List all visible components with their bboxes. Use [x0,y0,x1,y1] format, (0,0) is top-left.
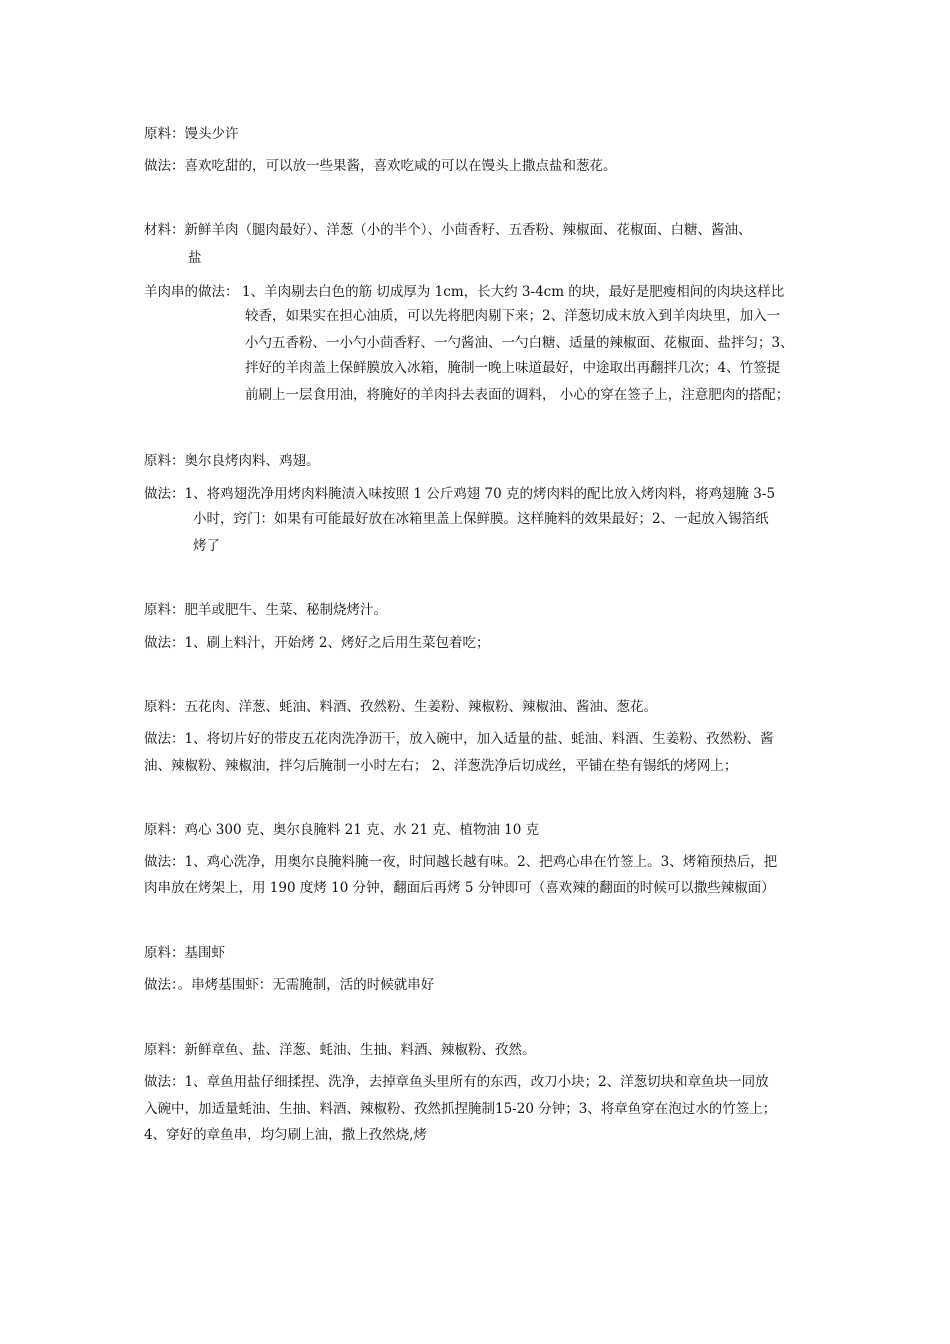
recipe-4-ingredients: 原料：肥羊或肥牛、生菜、秘制烧烤汁。 [144,602,387,618]
recipe-8-ingredients: 原料：新鲜章鱼、盐、洋葱、蚝油、生抽、料酒、辣椒粉、孜然。 [144,1042,536,1058]
recipe-5-ingredients: 原料：五花肉、洋葱、蚝油、料酒、孜然粉、生姜粉、辣椒粉、辣椒油、酱油、葱花。 [144,699,657,715]
recipe-7-method: 做法：。串烤基围虾：无需腌制，活的时候就串好 [144,977,435,993]
recipe-2-method-line-2: 较香，如果实在担心油质，可以先将肥肉剔下来；2、洋葱切成末放入到羊肉块里，加入一 [245,308,781,324]
recipe-2-method-line-5: 前刷上一层食用油，将腌好的羊肉抖去表面的调料， 小心的穿在签子上，注意肥肉的搭配； [245,387,790,403]
recipe-1-ingredients: 原料：馒头少许 [144,126,239,142]
recipe-2-method-line-4: 拌好的羊肉盖上保鲜膜放入冰箱，腌制一晚上味道最好，中途取出再翻拌几次；4、竹签提 [245,360,781,376]
recipe-5-method-line-1: 做法：1、将切片好的带皮五花肉洗净沥干，放入碗中，加入适量的盐、蚝油、料酒、生姜粉、孜然粉、酱 [144,731,774,747]
recipe-2-ingredients-line-2: 盐 [188,250,202,266]
recipe-8-method-line-3: 4、穿好的章鱼串，均匀刷上油，撒上孜然烧,烤 [144,1127,427,1143]
recipe-6-method-line-1: 做法：1、鸡心洗净，用奥尔良腌料腌一夜，时间越长越有味。2、把鸡心串在竹签上。3、烤箱预热后，把 [144,854,778,870]
recipe-1-method: 做法：喜欢吃甜的，可以放一些果酱，喜欢吃咸的可以在馒头上撒点盐和葱花。 [144,158,617,174]
recipe-2-method-line-3: 小勺五香粉、一小勺小茴香籽、一勺酱油、一勺白糖、适量的辣椒面、花椒面、盐拌匀；3、 [245,335,794,351]
recipe-4-method: 做法：1、刷上料汁，开始烤 2、烤好之后用生菜包着吃； [144,635,490,651]
recipe-3-method-line-1: 做法：1、将鸡翅洗净用烤肉料腌渍入味按照 1 公斤鸡翅 70 克的烤肉料的配比放入烤肉料，将鸡翅腌 3-5 [144,486,776,502]
recipe-7-ingredients: 原料：基围虾 [144,945,225,961]
recipe-2-method-label: 羊肉串的做法： [144,284,239,300]
recipe-3-ingredients: 原料：奥尔良烤肉料、鸡翅。 [144,453,320,469]
recipe-3-method-line-3: 烤了 [193,538,220,554]
recipe-2-ingredients-line-1: 材料：新鲜羊肉（腿肉最好）、洋葱（小的半个）、小茴香籽、五香粉、辣椒面、花椒面、白糖、酱油、 [144,222,752,238]
recipe-6-ingredients: 原料：鸡心 300 克、奥尔良腌料 21 克、水 21 克、植物油 10 克 [144,822,540,838]
recipe-8-method-line-2: 入碗中，加适量蚝油、生抽、料酒、辣椒粉、孜然抓捏腌制15-20 分钟；3、将章鱼穿在泡过水的竹签上； [144,1101,777,1117]
recipe-2-method-line-1: 1、羊肉剔去白色的筋 切成厚为 1cm，长大约 3-4cm 的块，最好是肥瘦相间的肉块这样比 [242,284,785,300]
recipe-6-method-line-2: 肉串放在烤架上，用 190 度烤 10 分钟，翻面后再烤 5 分钟即可（喜欢辣的翻面的时候可以撒些辣椒面） [144,880,775,896]
recipe-3-method-line-2: 小时，窍门：如果有可能最好放在冰箱里盖上保鲜膜。这样腌料的效果最好；2、一起放入锡箔纸 [193,511,769,527]
recipe-5-method-line-2: 油、辣椒粉、辣椒油，拌匀后腌制一小时左右； 2、洋葱洗净后切成丝，平铺在垫有锡纸的烤网上； [144,758,738,774]
recipe-8-method-line-1: 做法：1、章鱼用盐仔细揉捏、洗净，去掉章鱼头里所有的东西，改刀小块；2、洋葱切块和章鱼块一同放 [144,1074,769,1090]
